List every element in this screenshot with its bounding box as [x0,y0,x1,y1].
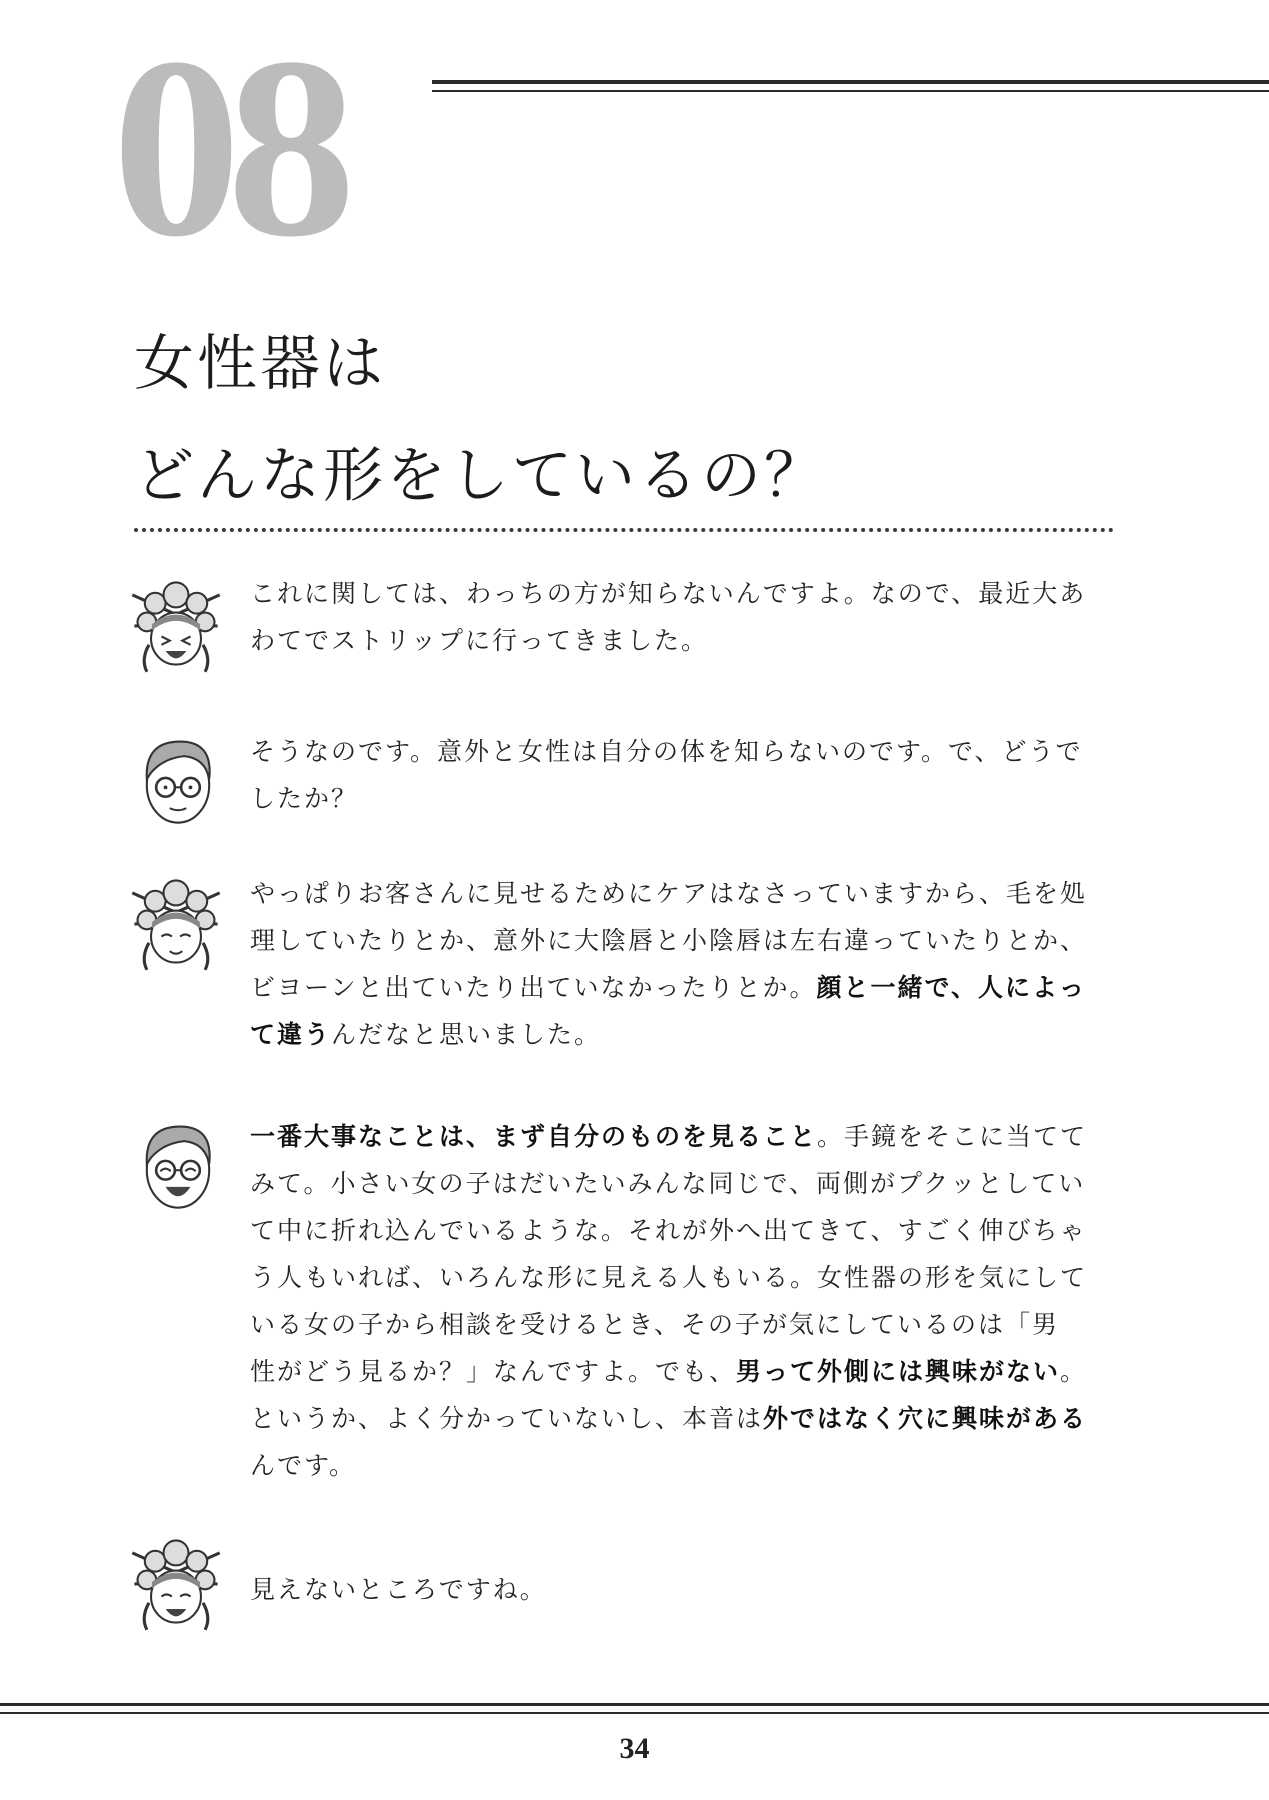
dialogue-text-run: やっぱりお客さんに見せるためにケアはなさっていますから、毛を処 [250,879,1088,908]
dialogue-line [250,1254,1120,1301]
dialogue-line [250,775,1120,822]
emphasis-text: 一番大事なことは、まず自分のものを見ること [250,1122,818,1151]
emphasis-text: 顔と一緒で、人によっ [816,973,1087,1002]
bottom-double-rule [0,1703,1269,1714]
dialogue-4-text [250,1113,1120,1489]
dialogue-text-run: ビヨーンと出ていたり出ていなかったりとか。 [250,973,817,1002]
dialogue-text-run: そうなのです。意外と女性は自分の体を知らないのです。で、どうで [250,737,1083,766]
dialogue-text-run: 性がどう見るか？」なんですよ。でも、 [250,1357,737,1386]
dialogue-line [250,1160,1120,1207]
dialogue-text-run: て中に折れ込んでいるような。それが外へ出てきて、すごく伸びちゃ [250,1216,1087,1245]
emphasis-text: 外ではなく穴に興味がある [763,1404,1088,1433]
dialogue-3-text [250,870,1120,1058]
dialogue-5-text [250,1566,1120,1613]
dialogue-text-run: 。手鏡をそこに当てて [817,1122,1088,1151]
emphasis-text: て違う [250,1020,332,1049]
dialogue-line [250,1011,1120,1058]
emphasis-text: 男って外側には興味がない [736,1357,1061,1386]
dialogue-text-run: 。 [1060,1357,1088,1386]
dialogue-text-run: んです。 [250,1451,357,1480]
dialogue-line [250,870,1120,917]
dialogue-text-run: というか、よく分かっていないし、本音は [250,1404,764,1433]
dialogue-text-run: したか？ [250,784,359,813]
dialogue-2-text [250,728,1120,822]
woman-geisha-smiling-avatar-icon [124,870,228,974]
dialogue-line [250,1348,1120,1395]
dialogue-line [250,570,1120,617]
dialogue-text-run: う人もいれば、いろんな形に見える人もいる。女性器の形を気にして [250,1263,1088,1292]
woman-geisha-laughing-avatar-icon [124,1530,228,1634]
dialogue-line [250,1113,1120,1160]
dialogue-text-run: わてでストリップに行ってきました。 [250,626,709,655]
page-number: 34 [619,1732,650,1765]
chapter-number: 08 [112,4,342,290]
dialogue-text-run: いる女の子から相談を受けるとき、その子が気にしているのは「男 [250,1310,1060,1339]
dialogue-text-run: んだなと思いました。 [331,1020,602,1049]
dotted-divider [134,528,1114,532]
chapter-title [134,308,827,532]
man-glasses-laughing-avatar-icon [126,1112,230,1216]
dialogue-line [250,1301,1120,1348]
title-line-1: 女性器は [134,329,386,399]
man-glasses-avatar-icon [126,727,230,831]
dialogue-line [250,917,1120,964]
dialogue-text-run: 理していたりとか、意外に大陰唇と小陰唇は左右違っていたりとか、 [250,926,1088,955]
dialogue-line [250,1207,1120,1254]
title-line-2: どんな形をしているの？ [134,441,827,511]
woman-geisha-laughing-avatar-icon [124,572,228,676]
dialogue-text-run: これに関しては、わっちの方が知らないんですよ。なので、最近大あ [250,579,1087,608]
dialogue-1-text [250,570,1120,664]
dialogue-line [250,964,1120,1011]
dialogue-line [250,1442,1120,1489]
dialogue-line [250,728,1120,775]
dialogue-line [250,1566,1120,1613]
dialogue-line [250,617,1120,664]
top-double-rule [432,80,1269,92]
dialogue-text-run: みて。小さい女の子はだいたいみんな同じで、両側がプクッとしてい [250,1169,1086,1198]
dialogue-line [250,1395,1120,1442]
dialogue-text-run: 見えないところですね。 [250,1575,547,1604]
